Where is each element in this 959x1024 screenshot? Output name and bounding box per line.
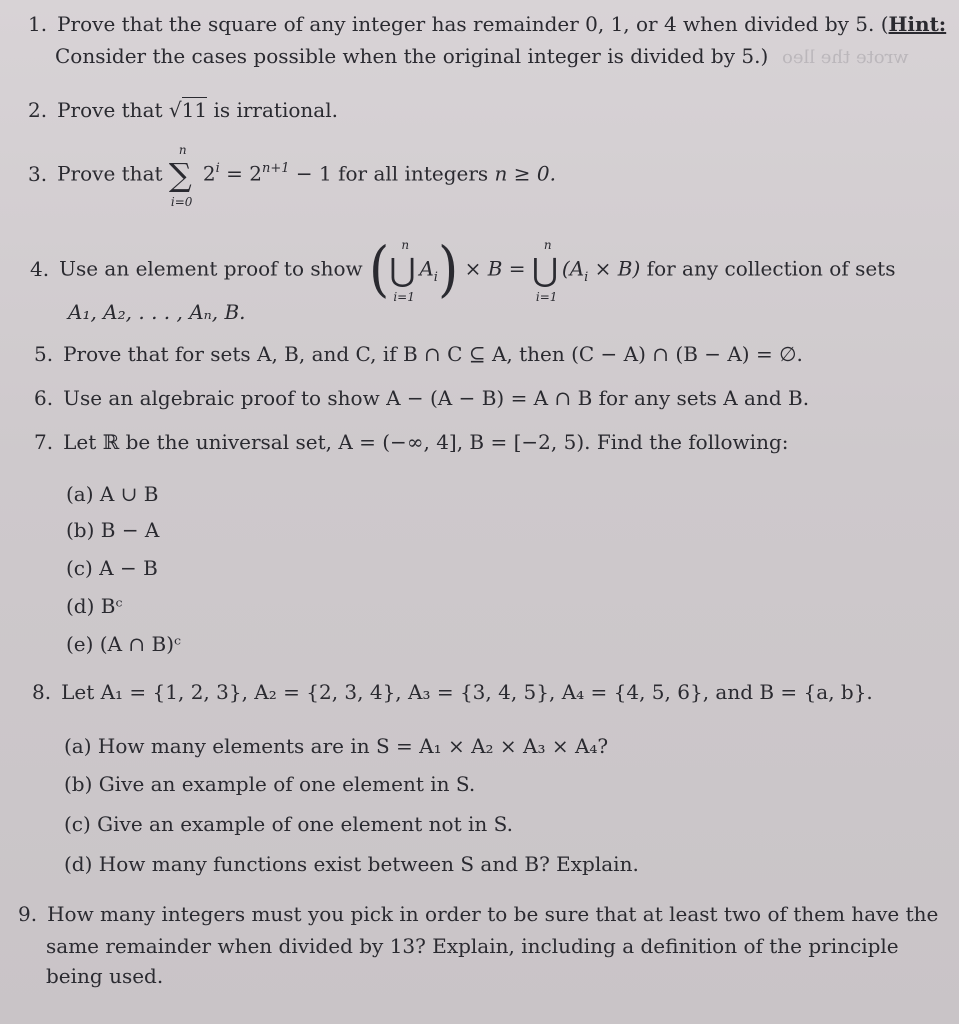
rhs-exponent: n+1 [262,160,290,176]
problem-8-number: 8. [32,680,52,704]
union-upper-limit: n [401,238,410,252]
bleed-through-text: wrote the lleo [782,47,909,68]
problem-3-text-post: − 1 for all integers [289,161,495,186]
problem-1-line-1 [28,12,946,36]
right-paren: ) [437,235,459,305]
problem-9-line-3: being used. [46,964,164,988]
problem-9-text-1: How many integers must you pick in order to be sure that at least two of them have the [47,902,939,926]
problem-5-text: Prove that for sets A, B, and C, if B ∩ C ⊆ A, then (C − A) ∩ (B − A) = ∅. [63,342,803,366]
problem-7-item-b: (b) B − A [66,518,160,542]
union-lower-limit: i=1 [393,290,415,304]
big-union-lhs [389,238,419,304]
problem-8-item-d: (d) How many functions exist between S and B? Explain. [64,852,639,876]
problem-8-item-b: (b) Give an example of one element in S. [64,772,476,796]
sum-equals: = 2 [219,161,262,186]
problem-5-number: 5. [34,342,54,366]
problem-7-item-e: (e) (A ∩ B)ᶜ [66,632,181,656]
rhs-set-sub: i [584,269,589,285]
problem-8-text: Let A₁ = {1, 2, 3}, A₂ = {2, 3, 4}, A₃ = {3, 4, 5}, A₄ = {4, 5, 6}, and B = {a, b}. [61,680,873,704]
problem-6-text: Use an algebraic proof to show A − (A − B) = A ∩ B for any sets A and B. [63,386,810,410]
rhs-set-end: × B) [588,256,641,281]
problem-1-line-2 [55,44,909,70]
sqrt-symbol: √ [168,98,182,122]
problem-8-item-c: (c) Give an example of one element not in S. [64,812,513,836]
sum-term: 2 [202,161,216,186]
lhs-set-sub: i [433,269,438,285]
problem-1-hint-text: Consider the cases possible when the original integer is divided by 5.) [55,44,769,68]
problem-6 [34,386,809,410]
problem-2-text-post: is irrational. [207,98,338,122]
left-paren: ( [369,235,390,305]
problem-1-number: 1. [28,12,48,36]
problem-7 [34,430,788,454]
problem-9-line-1 [18,902,938,926]
rhs-set: (A [561,256,585,281]
problem-9-number: 9. [18,902,38,926]
problem-7-item-c: (c) A − B [66,556,158,580]
problem-8 [32,680,873,704]
sum-upper-limit: n [178,143,187,157]
lhs-set: A [419,256,434,281]
problem-5 [34,342,803,366]
sum-term-exponent: i [215,160,220,176]
problem-3-number: 3. [28,161,48,186]
rhs-union-upper-limit: n [543,238,552,252]
problem-4-text-pre: Use an element proof to show [59,256,363,281]
problem-7-text: Let ℝ be the universal set, A = (−∞, 4], B = [−2, 5). Find the following: [63,430,789,454]
problem-3 [28,143,556,209]
times-b: × B = [464,256,526,281]
problem-7-item-a: (a) A ∪ B [66,482,159,506]
problem-8-item-a: (a) How many elements are in S = A₁ × A₂ × A₃ × A₄? [64,734,609,758]
problem-2-number: 2. [28,98,48,122]
union-symbol-rhs: ⋃ [531,251,559,289]
problem-3-text-pre: Prove that [57,161,169,186]
problem-1-text: Prove that the square of any integer has remainder 0, 1, or 4 when divided by 5. ( [57,12,889,36]
summation [168,143,203,209]
problem-2-text-pre: Prove that [57,98,169,122]
sigma-symbol: ∑ [168,156,192,194]
union-symbol: ⋃ [389,251,416,289]
problem-9-line-2: same remainder when divided by 13? Explain, including a definition of the principle [46,934,899,958]
problem-4-text-post: for any collection of sets [646,256,896,281]
problem-4-number: 4. [30,256,50,281]
radicand: 11 [181,98,208,122]
problem-2 [28,98,338,122]
rhs-union-lower-limit: i=1 [535,290,558,304]
problem-4-line-2: A₁, A₂, . . . , Aₙ, B. [68,300,246,324]
big-union-rhs [531,238,562,304]
problem-1-hint-label: Hint: [888,12,947,36]
problem-7-number: 7. [34,430,54,454]
problem-7-item-d: (d) Bᶜ [66,594,123,618]
problem-6-number: 6. [34,386,54,410]
sum-lower-limit: i=0 [170,195,193,209]
problem-4-line-1 [30,235,896,305]
problem-3-condition: n ≥ 0. [494,161,556,186]
